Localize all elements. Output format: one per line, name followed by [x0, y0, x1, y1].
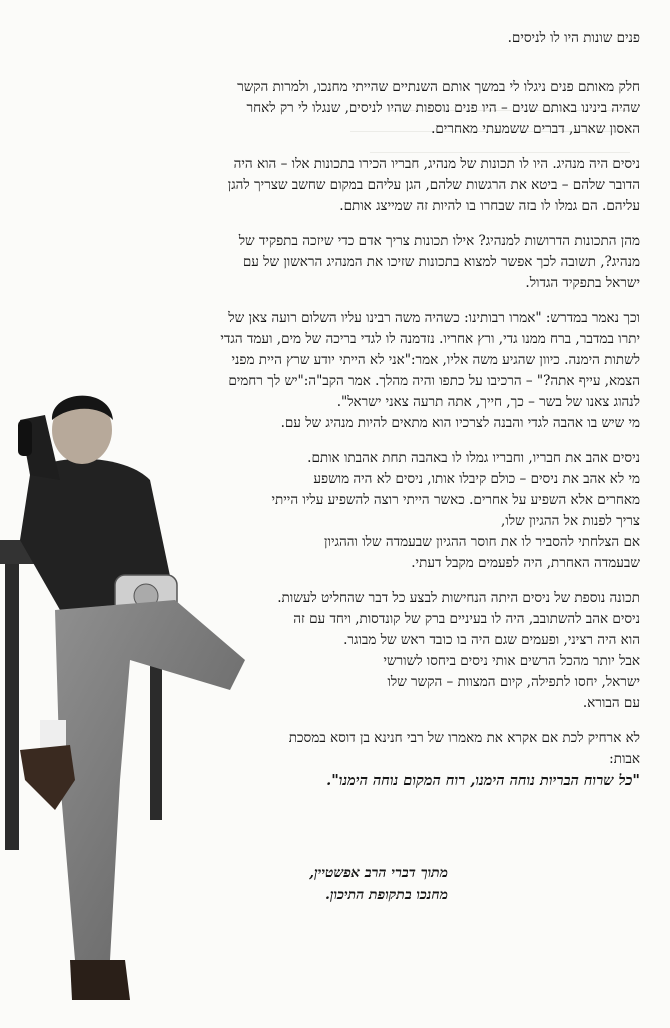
shoe-icon: [70, 960, 130, 1000]
paragraph-3: מהן התכונות הדרושות למנהיג? אילו תכונות צריך אדם כדי שיזכה בתפקיד של מנהיג?, תשובה לכך אפשר למצוא בתכונות שזיכו את המנהיג הראשון של עם ישראל בתפקיד הגדול.: [238, 233, 640, 291]
article-heading: פנים שונות היו לו לניסים.: [507, 30, 640, 46]
paragraph-7: לא ארחיק לכת אם אקרא את מאמרו של רבי חנינא בן דוסא במסכת אבות: "כל שרוח הבריות נוחה הימנו, רוח המקום נוחה הימנו".: [170, 728, 640, 791]
signature-block: מתוך דברי הרב אפשטיין, מחנכו בתקופת התיכון.: [309, 865, 448, 903]
article-body: [50, 28, 640, 805]
paragraph-1: חלק מאותם פנים ניגלו לי במשך אותם השנתיים שהייתי מחנכו, ולמרות הקשר שהיה בינינו באותם שנים – היו פנים נוספות שהיו לניסים, שנגלו לי רק לאחר האסון שארע, דברים ששמעתי מאחרים.: [237, 79, 640, 137]
paragraph-5: ניסים אהב את חבריו, וחבריו גמלו לו באהבה תחת אהבתו אותם. מי לא אהב את ניסים – כולם קיבלו אותו, ניסים לא היה מושפע מאחרים אלא השפיע על אחרים. כאשר הייתי רוצה להשפיע עליו הייתי צריך לפנות אל ההגיון שלו, אם הצלחתי להסביר לו את חוסר ההגיון שבעמדה שלו וההגיון שבעמדה האחרת, היה לפעמים מקבל דעתי.: [271, 450, 640, 571]
paragraph-2: ניסים היה מנהיג. היו לו תכונות של מנהיג, חבריו הכירו בתכונות אלו – הוא היה הדובר שלהם – ביטא את הרגשות שלהם, הגן עליהם במקום שחשב שצריך להגן עליהם. הם גמלו לו בזה שבחרו בו להיות זה שמייצג אותם.: [227, 156, 640, 214]
telephone-handset-icon: [18, 420, 32, 456]
mishna-quote: "כל שרוח הבריות נוחה הימנו, רוח המקום נוחה הימנו".: [326, 772, 640, 789]
paragraph-4: וכך נאמר במדרש: "אמרו רבותינו: כשהיה משה רבינו עליו השלום רועה צאן של יתרו במדבר, ברח ממנו גדי, ורץ אחריו. נזדמנה לו לגדי בריכה של מים, ועמד הגדי לשתות הימנה. כיוון שהגיע משה אליו, אמר:"אני לא הייתי יודע שרץ היית מפני הצמא, עייף אתה?" – הרכיבו על כתפו והיה מהלך. אמר הקב"ה:"יש לך רחמים לנהוג צאנו של בשר – כך, חייך, אתה תרעה צאני ישראל". מי שיש בו אהבה לגדי והבנה לצרכיו הוא מתאים להיות מנהיג של עם.: [220, 310, 640, 431]
paragraph-6: תכונה נוספת של ניסים היתה הנחישות לבצע כל דבר שהחליט לעשות. ניסים אהב להשתובב, היה לו בעיניים ברק של קונדסות, ויחד עם זה הוא היה רציני, ופעמים שגם היה בו כובד ראש של מבוגר. אבל יותר מהכל הרשים אותי ניסים ביחסו לשורשי ישראל, יחסו לתפילה, קיום המצוות – הקשר שלו עם הבורא.: [277, 590, 640, 711]
